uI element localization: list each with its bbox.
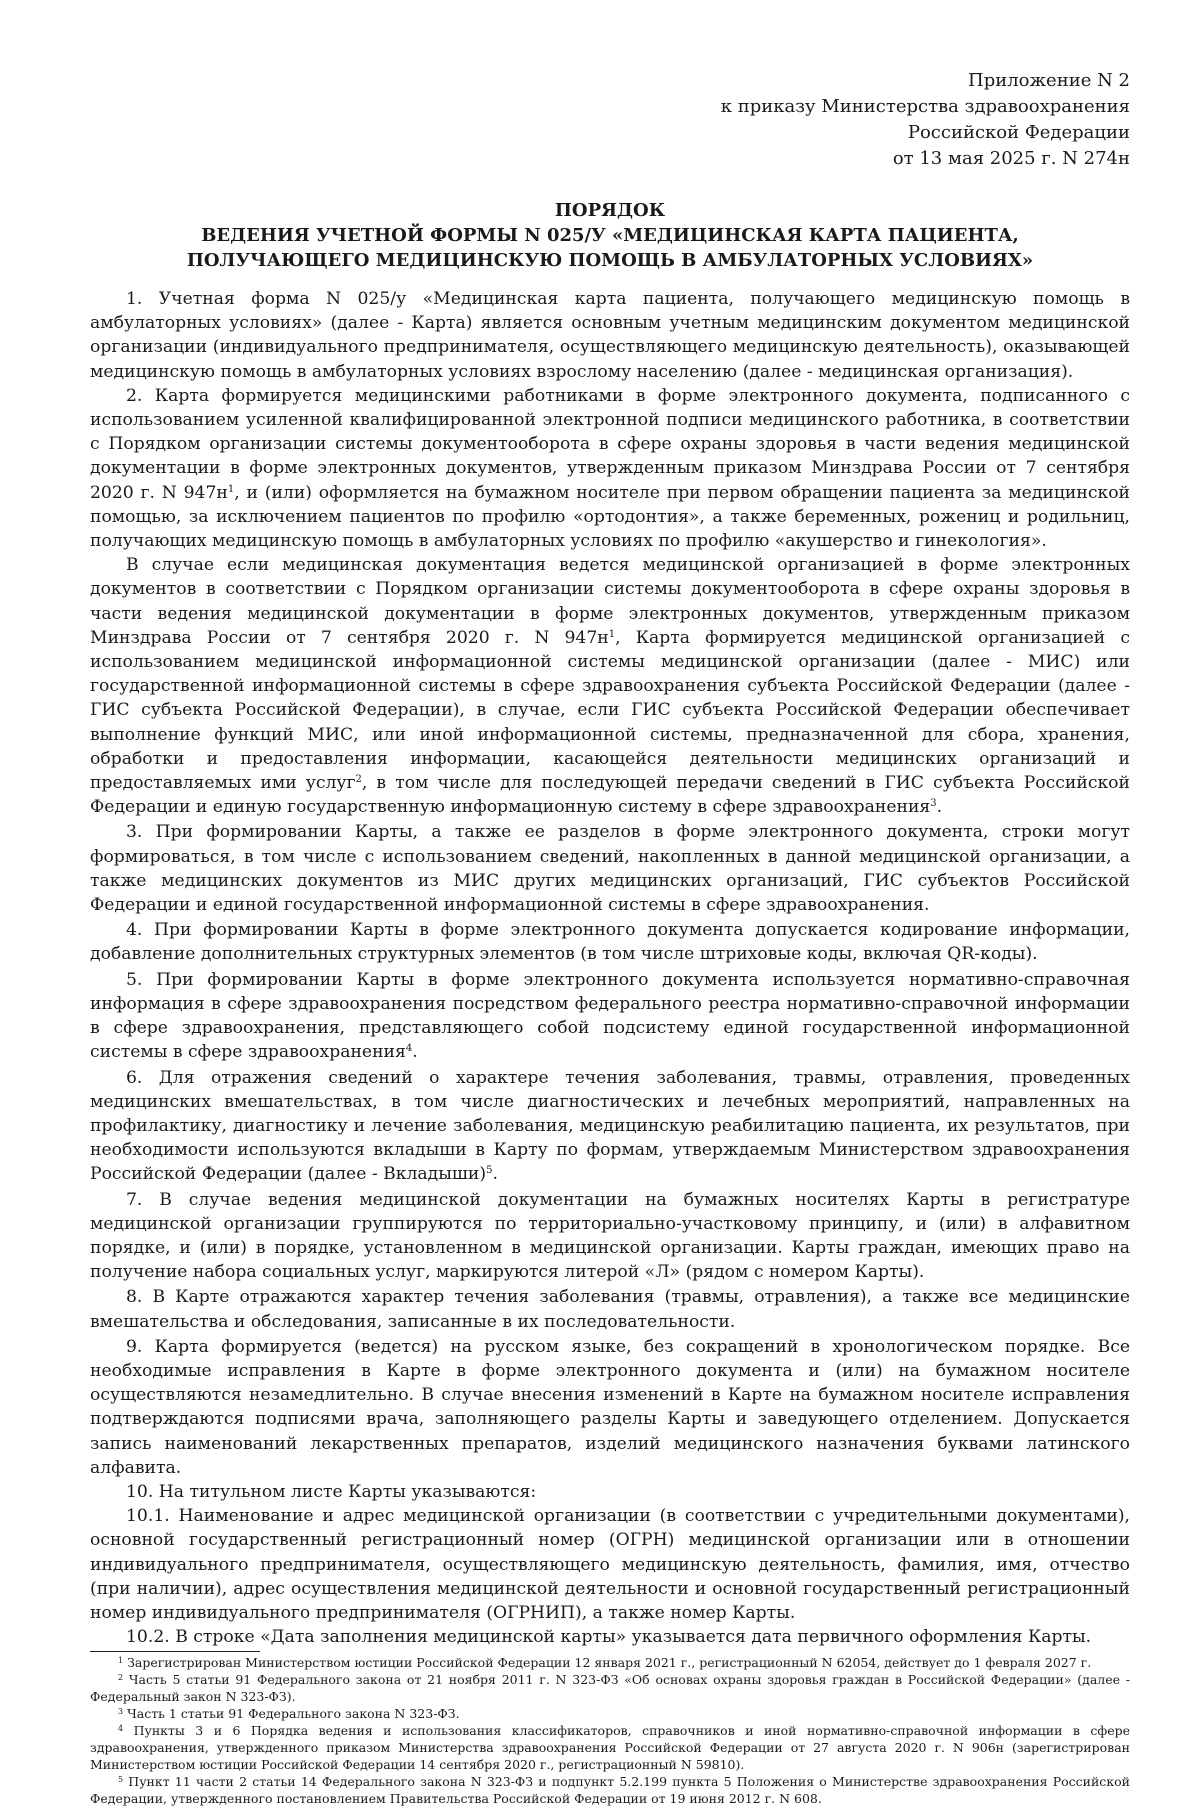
footnote-ref-3: 3: [930, 798, 937, 810]
paragraph-8: [90, 1188, 1130, 1285]
paragraph-1-text: 1. Учетная форма N 025/у «Медицинская карта пациента, получающего медицинскую помощь в амбулаторных условиях» (далее - Карта) является основным учетным медицинским документом медицинской организации (индивидуального предпринимателя, осуществляющего медицинскую деятельность), оказывающей медицинскую помощь в амбулаторных условиях взрослому населению (далее - медицинская организация).: [90, 289, 1130, 382]
footnote-3-mark: 3: [118, 1707, 124, 1717]
paragraph-12: [90, 1504, 1130, 1625]
paragraph-3: [90, 553, 1130, 819]
paragraph-10-text: 9. Карта формируется (ведется) на русском языке, без сокращений в хронологическом порядке. Все необходимые исправления в Карте в форме электронного документа и (или) на бумажном носителе осуществляются незамедлительно. В случае внесения изменений в Карте на бумажном носителе исправления подтверждаются подписями врача, заполняющего разделы Карты и заведующего отделением. Допускается запись наименований лекарственных препаратов, изделий медицинского назначения буквами латинского алфавита.: [90, 1336, 1130, 1478]
appendix-order-line: к приказу Министерства здравоохранения: [720, 96, 1130, 117]
document-body: [90, 68, 1130, 1807]
footnote-4: [90, 1722, 1130, 1773]
paragraph-7-text-a: 6. Для отражения сведений о характере течения заболевания, травмы, отравления, проведенных медицинских вмешательствах, в том числе диагностических и лечебных мероприятий, направленных на профилактику, диагностику и лечение заболевания, медицинскую реабилитацию пациента, их результатов, при необходимости используются вкладыши в Карту по формам, утверждаемым Министерством здравоохранения Российской Федерации (далее - Вкладыши): [90, 1067, 1130, 1185]
paragraph-13: [90, 1625, 1130, 1649]
footnote-5-text: Пункт 11 части 2 статьи 14 Федерального закона N 323-ФЗ и подпункт 5.2.199 пункта 5 Положения о Министерстве здравоохранения Российской Федерации, утвержденного постановлением Правительства Российской Федерации от 19 июня 2012 г. N 608.: [90, 1774, 1130, 1807]
paragraph-13-text: 10.2. В строке «Дата заполнения медицинской карты» указывается дата первичного оформления Карты.: [126, 1627, 1092, 1648]
footnote-ref-2: 2: [355, 774, 362, 786]
paragraph-5-text: 4. При формировании Карты в форме электронного документа допускается кодирование информации, добавление дополнительных структурных элементов (в том числе штриховые коды, включая QR-коды).: [90, 920, 1130, 965]
footnote-3-text: Часть 1 статьи 91 Федерального закона N 323-ФЗ.: [127, 1706, 460, 1722]
paragraph-2-text-a: 2. Карта формируется медицинскими работниками в форме электронного документа, подписанного с использованием усиленной квалифицированной электронной подписи медицинского работника, в соответствии с Порядком организации системы документооборота в сфере охраны здоровья в части ведения медицинской документации в форме электронных документов, утвержденным приказом Минздрава России от 7 сентября 2020 г. N 947н: [90, 385, 1130, 503]
paragraph-2: [90, 384, 1130, 553]
footnote-ref-1b: 1: [608, 628, 616, 640]
footnotes: [90, 1654, 1130, 1807]
paragraph-9-text: 8. В Карте отражаются характер течения заболевания (травмы, отравления), а также все медицинские вмешательства и обследования, записанные в их последовательности.: [90, 1287, 1130, 1332]
footnote-1-mark: 1: [118, 1656, 124, 1666]
document-title: [90, 198, 1130, 273]
footnote-4-text: Пункты 3 и 6 Порядка ведения и использования классификаторов, справочников и иной нормативно-справочной информации в сфере здравоохранения, утвержденного приказом Министерства здравоохранения Российской Федерации от 27 августа 2020 г. N 906н (зарегистрирован Министерством юстиции Российской Федерации 14 сентября 2020 г., регистрационный N 59810).: [90, 1723, 1130, 1773]
appendix-date-line: от 13 мая 2025 г. N 274н: [892, 148, 1130, 169]
paragraph-9: [90, 1285, 1130, 1333]
footnote-1-text: Зарегистрирован Министерством юстиции Российской Федерации 12 января 2021 г., регистрационный N 62054, действует до 1 февраля 2027 г.: [127, 1655, 1092, 1671]
paragraph-1: [90, 287, 1130, 384]
footnote-separator: [90, 1651, 260, 1652]
paragraph-12-text: 10.1. Наименование и адрес медицинской организации (в соответствии с учредительными документами), основной государственный регистрационный номер (ОГРН) медицинской организации или в отношении индивидуального предпринимателя, осуществляющего медицинскую деятельность, фамилия, имя, отчество (при наличии), адрес осуществления медицинской деятельности и основной государственный регистрационный номер индивидуального предпринимателя (ОГРНИП), а также номер Карты.: [90, 1506, 1130, 1623]
paragraph-6-text-b: .: [412, 1042, 418, 1063]
title-line-2: ВЕДЕНИЯ УЧЕТНОЙ ФОРМЫ N 025/У «МЕДИЦИНСКАЯ КАРТА ПАЦИЕНТА,: [201, 225, 1019, 246]
footnote-ref-5: 5: [486, 1165, 493, 1177]
footnote-ref-1: 1: [227, 483, 235, 495]
appendix-number: Приложение N 2: [968, 70, 1130, 91]
footnote-3: [90, 1705, 1130, 1722]
paragraph-3-text-d: .: [936, 797, 943, 818]
paragraph-8-text: 7. В случае ведения медицинской документации на бумажных носителях Карты в регистратуре медицинской организации группируются по территориально-участковому принципу, и (или) в алфавитном порядке, и (или) в порядке, установленном в медицинской организации. Карты граждан, имеющих право на получение набора социальных услуг, маркируются литерой «Л» (рядом с номером Карты).: [90, 1189, 1130, 1283]
title-line-3: ПОЛУЧАЮЩЕГО МЕДИЦИНСКУЮ ПОМОЩЬ В АМБУЛАТОРНЫХ УСЛОВИЯХ»: [186, 250, 1034, 271]
footnote-2-mark: 2: [118, 1673, 124, 1683]
paragraph-3-text-b: , Карта формируется медицинской организацией с использованием медицинской информационной системы медицинской организации (далее - МИС) или государственной информационной системы в сфере здравоохранения субъекта Российской Федерации (далее - ГИС субъекта Российской Федерации), в случае, если ГИС субъекта Российской Федерации обеспечивает выполнение функций МИС, или иной информационной системы, предназначенной для сбора, хранения, обработки и предоставления информации, касающейся деятельности медицинских организаций и предоставляемых ими услуг: [90, 627, 1130, 794]
title-line-1: ПОРЯДОК: [554, 200, 666, 221]
footnote-4-mark: 4: [118, 1724, 124, 1734]
footnote-ref-4: 4: [405, 1043, 413, 1055]
document-text: [90, 287, 1130, 1649]
footnote-1: [90, 1654, 1130, 1671]
footnote-5-mark: 5: [118, 1775, 124, 1785]
footnote-2: [90, 1671, 1130, 1705]
appendix-header: [90, 68, 1130, 172]
paragraph-2-text-b: , и (или) оформляется на бумажном носителе при первом обращении пациента за медицинской помощью, за исключением пациентов по профилю «ортодонтия», а также беременных, рожениц и родильниц, получающих медицинскую помощь в амбулаторных условиях по профилю «акушерство и гинекология».: [90, 482, 1130, 552]
paragraph-10: [90, 1335, 1130, 1480]
paragraph-11-text: 10. На титульном листе Карты указываются:: [126, 1481, 537, 1502]
paragraph-3-text-a: В случае если медицинская документация ведется медицинской организацией в форме электронных документов в соответствии с Порядком организации системы документооборота в сфере охраны здоровья в части ведения медицинской документации в форме электронных документов, утвержденным приказом Минздрава России от 7 сентября 2020 г. N 947н: [90, 555, 1130, 648]
paragraph-7-text-b: .: [492, 1164, 498, 1185]
paragraph-4-text: 3. При формировании Карты, а также ее разделов в форме электронного документа, строки могут формироваться, в том числе с использованием сведений, накопленных в данной медицинской организации, а также медицинских документов из МИС других медицинских организаций, ГИС субъектов Российской Федерации и единой государственной информационной системы в сфере здравоохранения.: [90, 822, 1130, 916]
footnote-2-text: Часть 5 статьи 91 Федерального закона от 21 ноября 2011 г. N 323-ФЗ «Об основах охраны здоровья граждан в Российской Федерации» (далее - Федеральный закон N 323-ФЗ).: [90, 1672, 1130, 1705]
paragraph-5: [90, 918, 1130, 966]
appendix-country-line: Российской Федерации: [907, 122, 1130, 143]
paragraph-6-text-a: 5. При формировании Карты в форме электронного документа используется нормативно-справочная информация в сфере здравоохранения посредством федерального реестра нормативно-справочной информации в сфере здравоохранения, представляющего собой подсистему единой государственной информационной системы в сфере здравоохранения: [90, 969, 1130, 1063]
footnote-5: [90, 1773, 1130, 1807]
paragraph-3-text-c: , в том числе для последующей передачи сведений в ГИС субъекта Российской Федерации и единую государственную информационную систему в сфере здравоохранения: [90, 773, 1130, 818]
paragraph-11: [90, 1480, 1130, 1504]
paragraph-7: [90, 1066, 1130, 1187]
paragraph-4: [90, 820, 1130, 917]
paragraph-6: [90, 968, 1130, 1065]
